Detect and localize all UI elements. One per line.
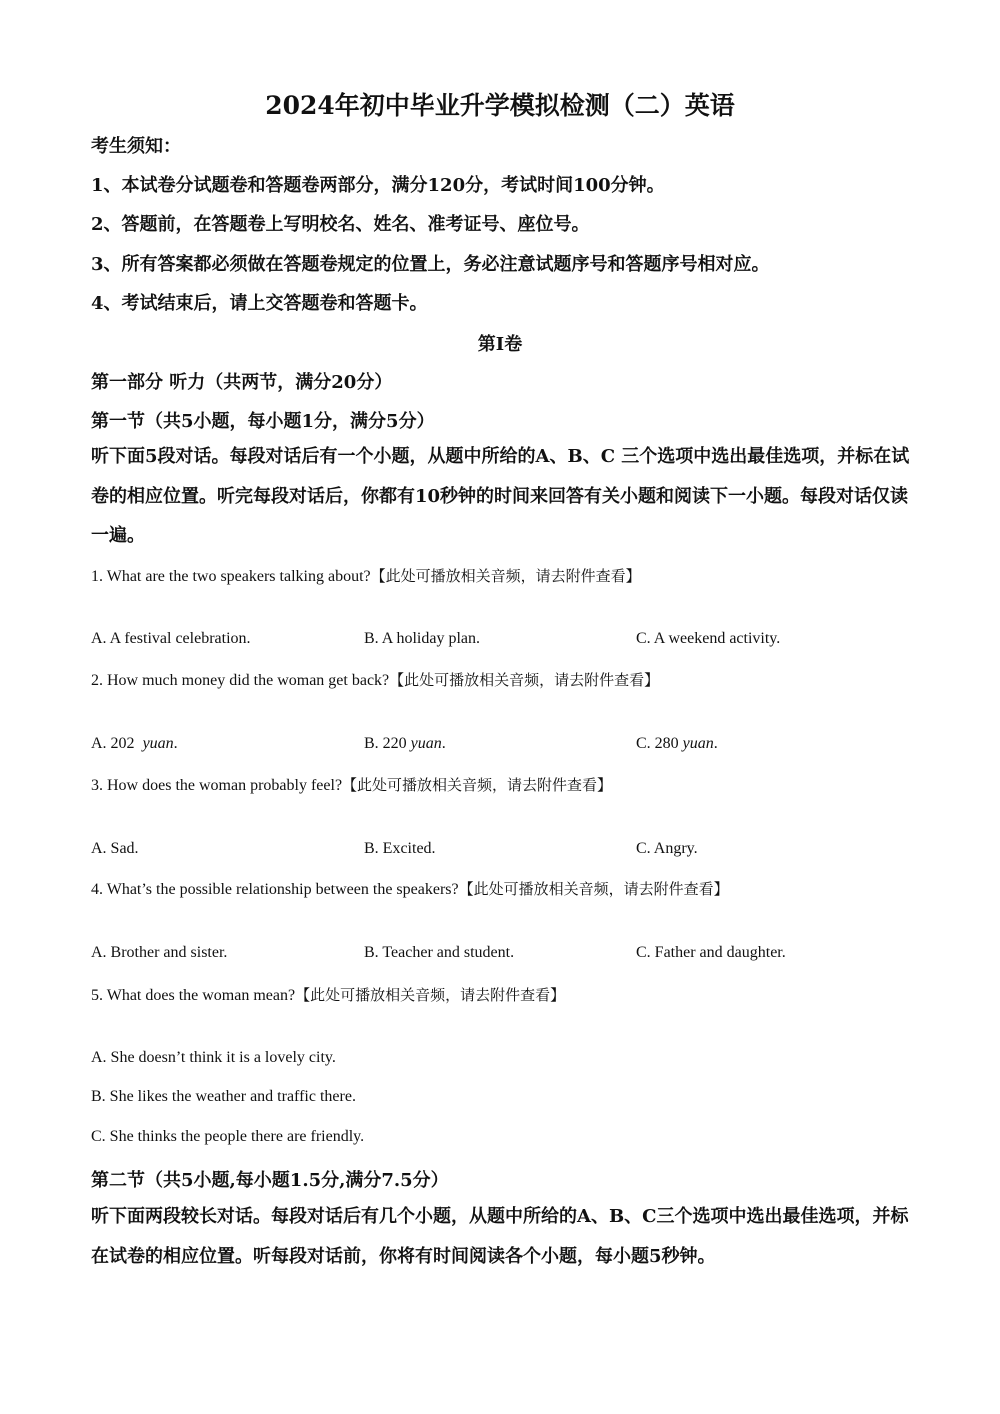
section1-heading: 第一节（共5小题，每小题1分，满分5分） bbox=[91, 411, 435, 432]
question-stem: 2. How much money did the woman get back? bbox=[91, 672, 390, 689]
option-c: C. 280 yuan. bbox=[636, 735, 718, 752]
option-value: A. 202 bbox=[91, 735, 135, 752]
option-c: C. Father and daughter. bbox=[636, 944, 786, 961]
part1-heading: 第一部分 听力（共两节，满分20分） bbox=[91, 372, 393, 393]
option-b: B. A holiday plan. bbox=[364, 630, 480, 647]
section2-instruction: 听下面两段较长对话。每段对话后有几个小题，从题中所给的A、B、C三个选项中选出最佳选项，并标在试卷的相应位置。听每段对话前，你将有时间阅读各个小题，每小题5秒钟。 bbox=[91, 1206, 909, 1267]
audio-note: 【此处可播放相关音频，请去附件查看】 bbox=[458, 880, 729, 898]
option-a: A. 202 yuan. bbox=[91, 735, 178, 752]
question-5 bbox=[91, 984, 565, 1005]
option-c: C. She thinks the people there are friendly. bbox=[91, 1128, 365, 1145]
option-a: A. A festival celebration. bbox=[91, 630, 251, 647]
question-stem: 1. What are the two speakers talking about? bbox=[91, 568, 371, 585]
option-c: C. Angry. bbox=[636, 840, 698, 857]
notice-item: 4、考试结束后，请上交答题卷和答题卡。 bbox=[91, 293, 428, 314]
notice-heading: 考生须知： bbox=[91, 136, 181, 157]
option-b: B. She likes the weather and traffic there. bbox=[91, 1088, 356, 1105]
currency-unit: yuan bbox=[410, 735, 442, 752]
notice-item: 3、所有答案都必须做在答题卷规定的位置上，务必注意试题序号和答题序号相对应。 bbox=[91, 254, 770, 275]
option-c: C. A weekend activity. bbox=[636, 630, 781, 647]
audio-note: 【此处可播放相关音频，请去附件查看】 bbox=[295, 986, 566, 1004]
notice-item: 1、本试卷分试题卷和答题卷两部分，满分120分，考试时间100分钟。 bbox=[91, 175, 665, 196]
question-stem: 3. How does the woman probably feel? bbox=[91, 777, 343, 794]
question-1 bbox=[91, 565, 641, 586]
notice-item: 2、答题前，在答题卷上写明校名、姓名、准考证号、座位号。 bbox=[91, 214, 590, 235]
option-value: B. 220 bbox=[364, 735, 407, 752]
section1-instruction: 听下面5段对话。每段对话后有一个小题，从题中所给的A、B、C 三个选项中选出最佳选项，并标在试卷的相应位置。听完每段对话后，你都有10秒钟的时间来回答有关小题和阅读下一小题。每段对话仅读一遍。 bbox=[91, 446, 910, 546]
question-3 bbox=[91, 774, 612, 795]
option-b: B. 220 yuan. bbox=[364, 735, 446, 752]
section2-heading: 第二节（共5小题,每小题1.5分,满分7.5分） bbox=[91, 1170, 449, 1191]
option-value: C. 280 bbox=[636, 735, 679, 752]
audio-note: 【此处可播放相关音频，请去附件查看】 bbox=[342, 776, 613, 794]
question-stem: 4. What’s the possible relationship between the speakers? bbox=[91, 881, 459, 898]
option-b: B. Teacher and student. bbox=[364, 944, 515, 961]
audio-note: 【此处可播放相关音频，请去附件查看】 bbox=[389, 671, 660, 689]
currency-unit: yuan bbox=[142, 735, 174, 752]
volume-label: 第Ⅰ卷 bbox=[477, 334, 523, 355]
question-stem: 5. What does the woman mean? bbox=[91, 987, 296, 1004]
audio-note: 【此处可播放相关音频，请去附件查看】 bbox=[370, 567, 641, 585]
option-a: A. Brother and sister. bbox=[91, 944, 228, 961]
option-b: B. Excited. bbox=[364, 840, 436, 857]
option-a: A. She doesn’t think it is a lovely city. bbox=[91, 1049, 336, 1066]
question-4 bbox=[91, 878, 729, 899]
option-a: A. Sad. bbox=[91, 840, 139, 857]
currency-unit: yuan bbox=[682, 735, 714, 752]
question-2 bbox=[91, 669, 659, 690]
exam-title: 2024年初中毕业升学模拟检测（二）英语 bbox=[265, 91, 735, 120]
